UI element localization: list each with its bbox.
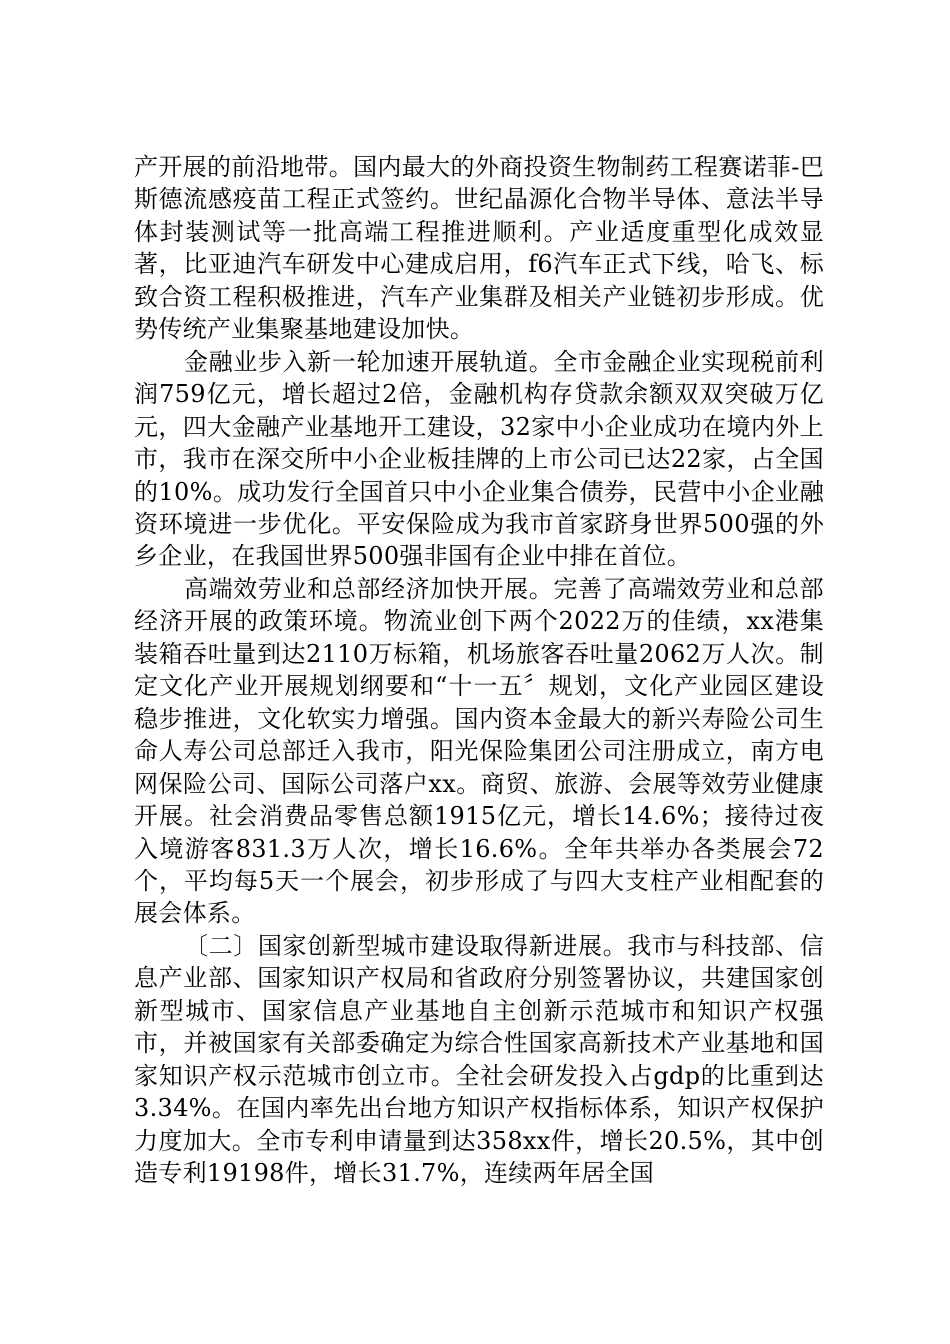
paragraph-innovation: 〔二〕国家创新型城市建设取得新进展。我市与科技部、信息产业部、国家知识产权局和省政府分别签署协议，共建国家创新型城市、国家信息产业基地自主创新示范城市和知识产权强市，并被国家有关部委确定为综合性国家高新技术产业基地和国家知识产权示范城市创立市。全社会研发投入占gdp的比重到达3.34%。在国内率先出台地方知识产权指标体系，知识产权保护力度加大。全市专利申请量到达358xx件，增长20.5%，其中创造专利19198件，增长31.7%，连续两年居全国 [134,931,824,1188]
paragraph-finance: 金融业步入新一轮加速开展轨道。全市金融企业实现税前利润759亿元，增长超过2倍，金融机构存贷款余额双双突破万亿元，四大金融产业基地开工建设，32家中小企业成功在境内外上市，我市在深交所中小企业板挂牌的上市公司已达22家，占全国的10%。成功发行全国首只中小企业集合债券，民营中小企业融资环境进一步优化。平安保险成为我市首家跻身世界500强的外乡企业，在我国世界500强非国有企业中排在首位。 [134,347,824,571]
document-body [134,151,824,1190]
paragraph-industry-continued: 产开展的前沿地带。国内最大的外商投资生物制药工程赛诺菲-巴斯德流感疫苗工程正式签约。世纪晶源化合物半导体、意法半导体封装测试等一批高端工程推进顺利。产业适度重型化成效显著，比亚迪汽车研发中心建成启用，f6汽车正式下线，哈飞、标致合资工程积极推进，汽车产业集群及相关产业链初步形成。优势传统产业集聚基地建设加快。 [134,153,824,344]
paragraph-services: 高端效劳业和总部经济加快开展。完善了高端效劳业和总部经济开展的政策环境。物流业创下两个2022万的佳绩，xx港集装箱吞吐量到达2110万标箱，机场旅客吞吐量2062万人次。制定文化产业开展规划纲要和“十一五〞规划，文化产业园区建设稳步推进，文化软实力增强。国内资本金最大的新兴寿险公司生命人寿公司总部迁入我市，阳光保险集团公司注册成立，南方电网保险公司、国际公司落户xx。商贸、旅游、会展等效劳业健康开展。社会消费品零售总额1915亿元，增长14.6%；接待过夜入境游客831.3万人次，增长16.6%。全年共举办各类展会72个，平均每5天一个展会，初步形成了与四大支柱产业相配套的展会体系。 [134,574,824,928]
